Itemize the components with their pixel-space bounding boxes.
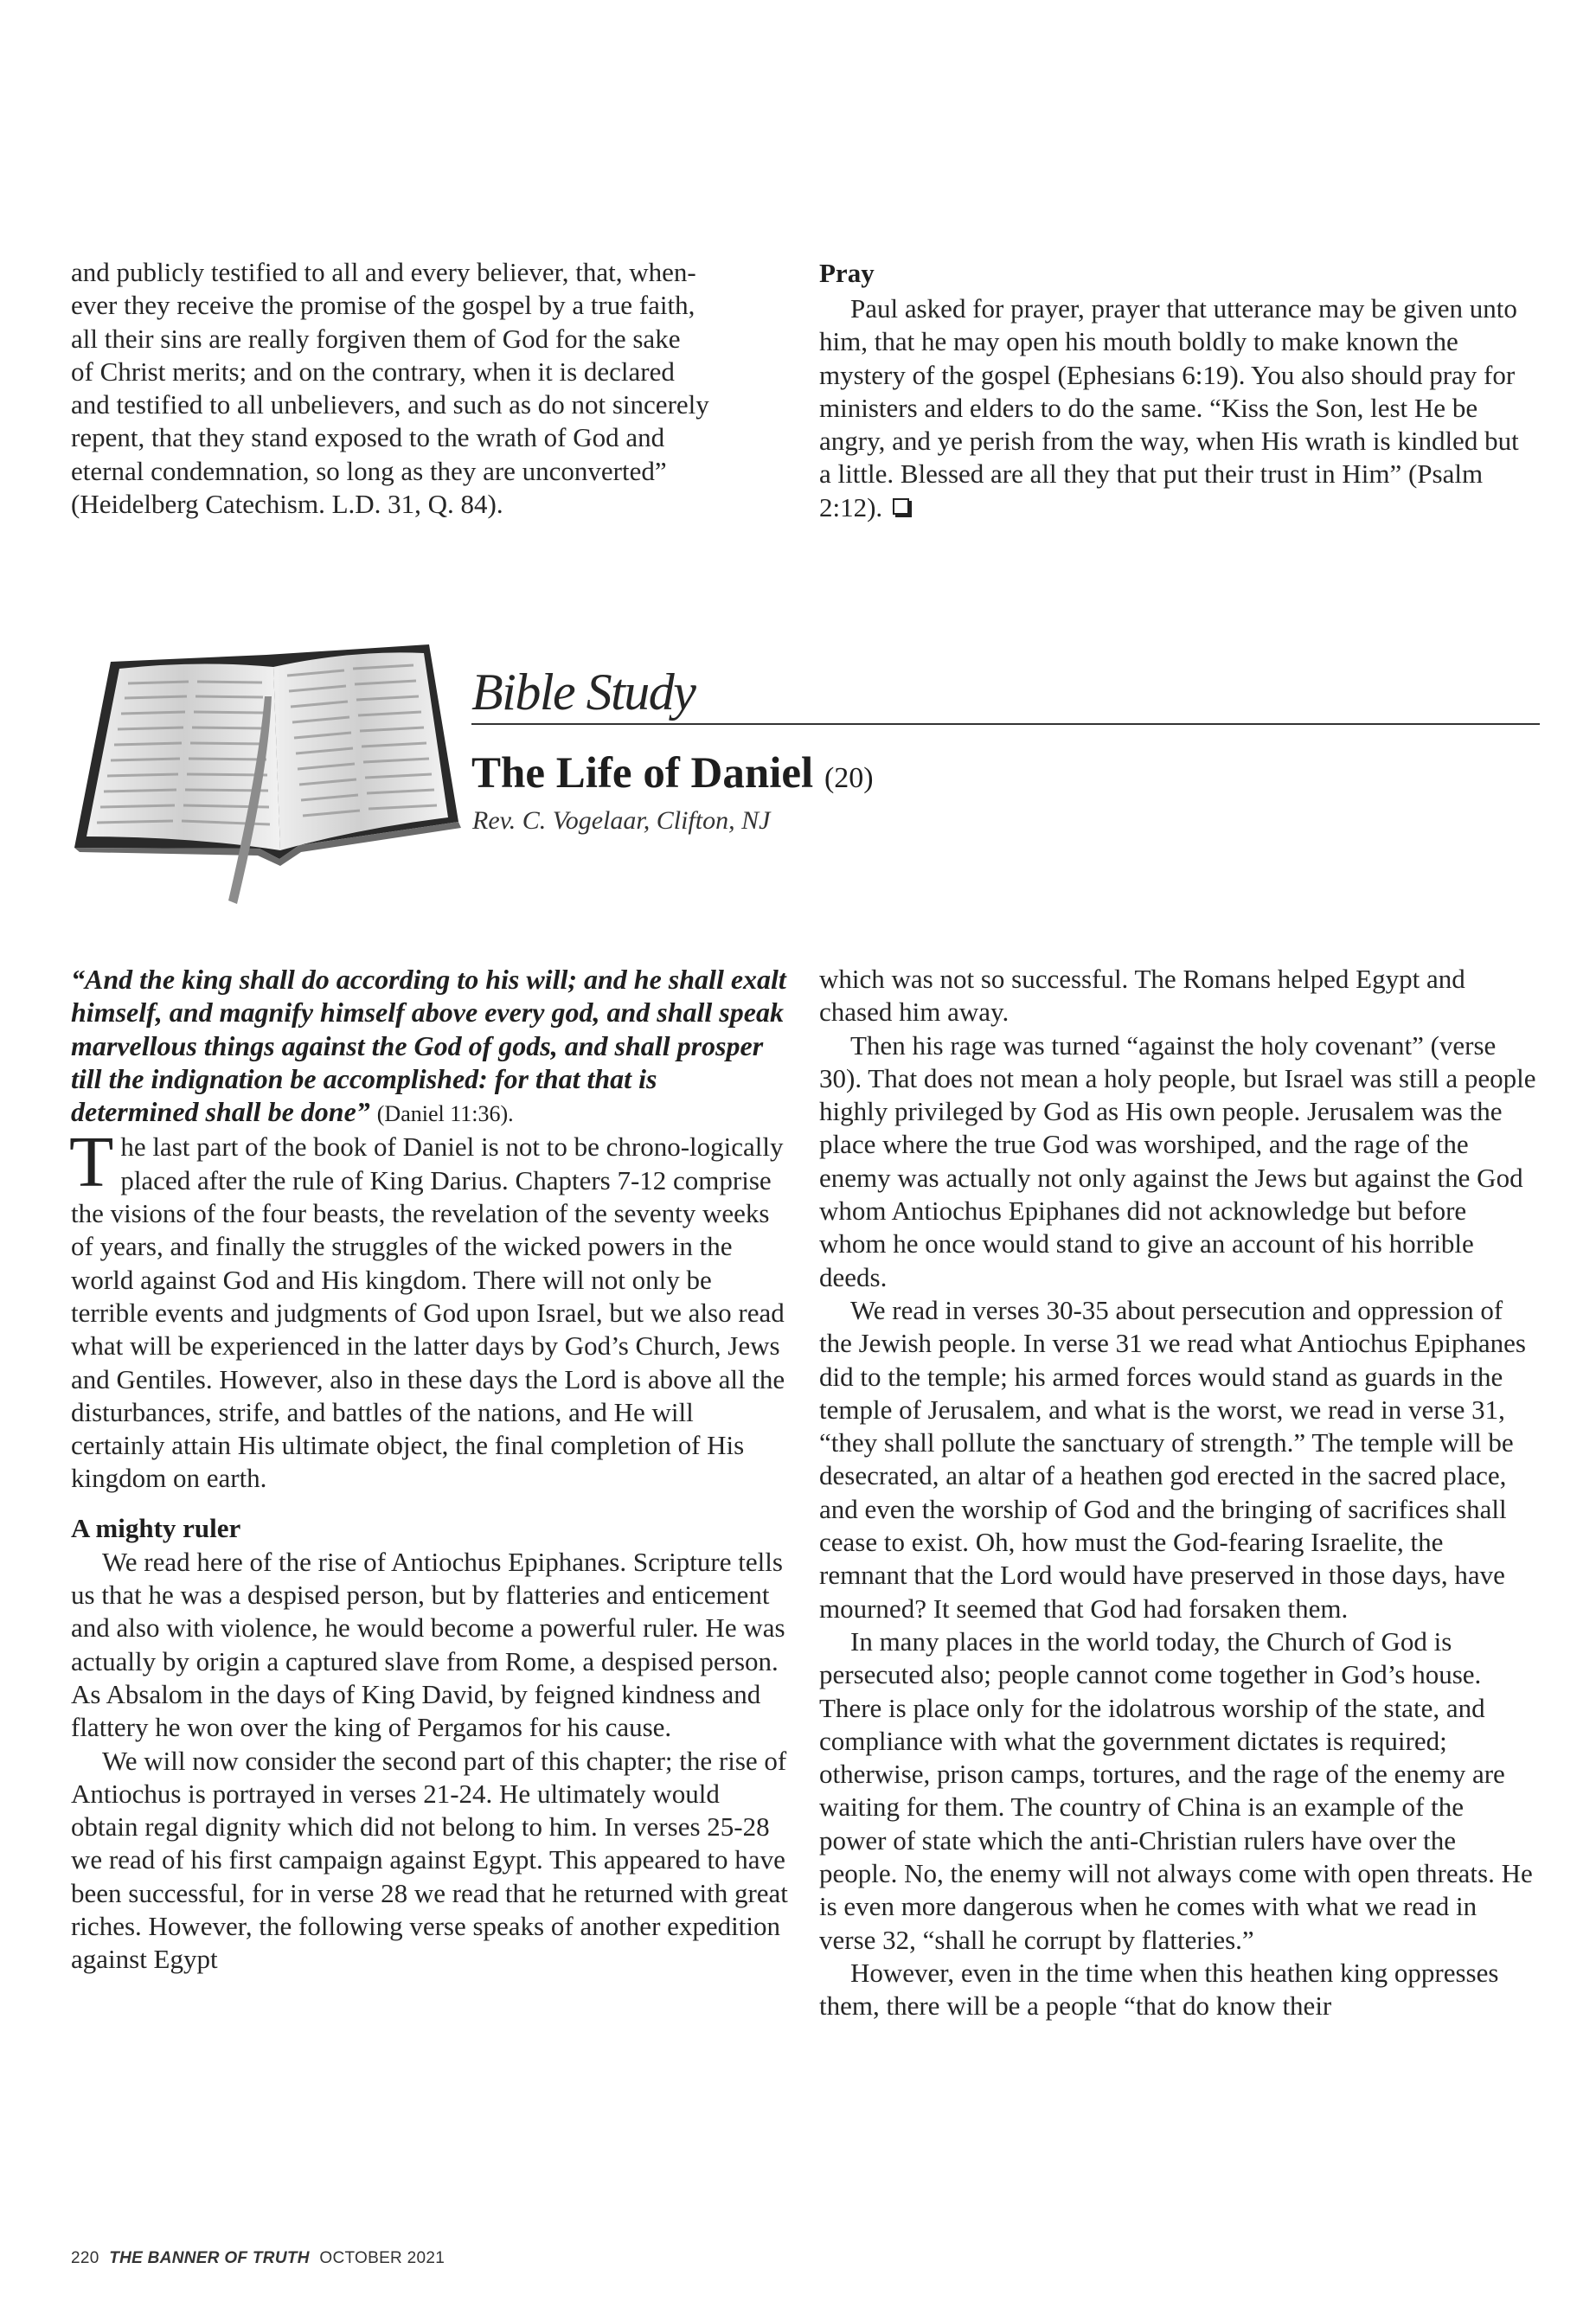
subheading-mighty-ruler: A mighty ruler xyxy=(71,1512,241,1543)
pray-heading: Pray xyxy=(819,258,875,288)
pray-section xyxy=(819,256,1537,524)
article-part-number: (20) xyxy=(824,762,874,794)
paragraph: We will now consider the second part of this chapter; the rise of Antiochus is portrayed in verses 21-24. He ultimately would obtain regal dignity which did not belong to him. In verses 25-28 we read of his first campaign against Egypt. This appeared to have been successful, for in verse 28 we read that he returned with great riches. However, the following verse speaks of another expedition against Egypt xyxy=(71,1745,788,1975)
continuation-line: and publicly testified to all and every believer, that, when- xyxy=(71,257,696,287)
epigraph-reference: (Daniel 11:36). xyxy=(376,1101,514,1127)
section-label: Bible Study xyxy=(471,663,695,721)
continuation-line: ever they receive the promise of the gospel by a true faith, xyxy=(71,290,695,321)
continuation-column-left xyxy=(71,256,789,521)
issue-date: OCTOBER 2021 xyxy=(319,2249,445,2267)
article-column-right xyxy=(819,963,1537,2023)
paragraph: In many places in the world today, the Church of God is persecuted also; people cannot come together in God’s house. There is place only for the idolatrous worship of the state, and compliance with what the government dictates is required; otherwise, prison camps, tortures, and the rage of the enemy are waiting for them. The country of China is an example of the power of state which the anti-Christian rulers have over the people. No, the enemy will not always come with open threats. He is even more dangerous when he comes with what we read in verse 32, “shall he corrupt by flatteries.” xyxy=(819,1625,1533,1955)
paragraph-continued: which was not so successful. The Romans helped Egypt and chased him away. xyxy=(819,964,1465,1028)
article-title xyxy=(471,747,874,804)
paragraph: We read in verses 30-35 about persecution and oppression of the Jewish people. In verse 31 we read what Antiochus Epiphanes did to the temple; his armed forces would stand as guards in the temple of Jerusalem, and what is the worst, we read in verse 31, “they shall pollute the sanctuary of strength.” The temple will be desecrated, an altar of a heathen god erected in the sacred place, and even the worship of God and the bringing of sacrifices shall cease to exist. Oh, how must the God-fearing Israelite, the remnant that the Lord would have preserved in those days, have mourned? It seemed that God had forsaken them. xyxy=(819,1294,1526,1624)
article-column-left xyxy=(71,963,789,1977)
article-author: Rev. C. Vogelaar, Clifton, NJ xyxy=(472,806,771,835)
continuation-line: repent, that they stand exposed to the wrath of God and xyxy=(71,422,665,453)
page-number: 220 xyxy=(71,2249,99,2267)
article-title-text: The Life of Daniel xyxy=(471,749,814,798)
publication-name: THE BANNER OF TRUTH xyxy=(109,2249,310,2267)
epigraph xyxy=(71,963,789,1131)
intro-paragraph xyxy=(69,1122,789,1495)
end-of-article-icon xyxy=(893,498,909,515)
intro-text: he last part of the book of Daniel is not to be chrono-logically placed after the rule of King Darius. Chapters 7-12 comprise the visions of the four beasts, the revelation of the seventy weeks of years, and finally the struggles of the wicked powers in the world against God and His kingdom. There will not only be terrible events and judgments of God upon Israel, but we also read what will be experienced in the latter days by God’s Church, Jews and Gentiles. However, also in these days the Lord is above all the disturbances, strife, and battles of the nations, and He will certainly attain His ultimate object, the final completion of His kingdom on earth. xyxy=(71,1131,785,1494)
pray-paragraph xyxy=(819,292,1537,524)
drop-cap: T xyxy=(69,1122,114,1203)
open-bible-icon xyxy=(67,644,465,904)
paragraph: However, even in the time when this heathen king oppresses them, there will be a people “that do know their xyxy=(819,1957,1499,2022)
continuation-line: of Christ merits; and on the contrary, when it is declared xyxy=(71,356,675,387)
section-divider xyxy=(471,723,1540,725)
page-footer xyxy=(71,2249,445,2268)
continuation-line: all their sins are really forgiven them of God for the sake xyxy=(71,323,681,354)
continuation-line: and testified to all unbelievers, and such as do not sincerely xyxy=(71,389,709,420)
continuation-line: eternal condemnation, so long as they are unconverted” xyxy=(71,455,667,486)
pray-text: Paul asked for prayer, prayer that utterance may be given unto him, that he may open his mouth boldly to make known the mystery of the gospel (Ephesians 6:19). You also should pray for ministers and elders to do the same. “Kiss the Son, lest He be angry, and ye perish from the way, when His wrath is kindled but a little. Blessed are all they that put their trust in Him” (Psalm 2:12). xyxy=(819,293,1519,522)
continuation-line: (Heidelberg Catechism. L.D. 31, Q. 84). xyxy=(71,489,503,520)
epigraph-quote: “And the king shall do according to his will; and he shall exalt himself, and magnify himself above every god, and shall speak marvellous things against the God of gods, and shall prosper till the indignation be accomplished: for that that is determined shall be done” xyxy=(71,964,786,1128)
paragraph: We read here of the rise of Antiochus Epiphanes. Scripture tells us that he was a despised person, but by flatteries and enticement and also with violence, he would become a powerful ruler. He was actually by origin a captured slave from Rome, a despised person. As Absalom in the days of King David, by feigned kindness and flattery he won over the king of Pergamos for his cause. xyxy=(71,1546,785,1743)
paragraph: Then his rage was turned “against the holy covenant” (verse 30). That does not mean a holy people, but Israel was still a people highly privileged by God as His own people. Jerusalem was the place where the true God was worshiped, and the rage of the enemy was actually not only against the Jews but against the God whom Antiochus Epiphanes did not acknowledge but before whom he once would stand to give an account of his horrible deeds. xyxy=(819,1029,1536,1292)
